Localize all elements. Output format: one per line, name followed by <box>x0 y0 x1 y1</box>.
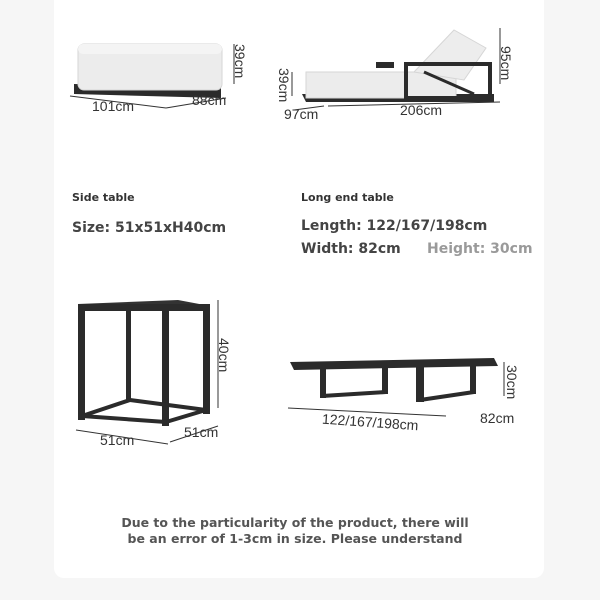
long-end-table-title: Long end table <box>301 191 394 204</box>
lounger-back-height-dimension: 95cm <box>498 46 514 81</box>
lounger-length-dimension: 206cm <box>400 102 443 118</box>
end-table-length-spec: Length: 122/167/198cm <box>301 218 488 234</box>
side-table-width-dimension: 51cm <box>184 424 219 440</box>
end-table-width-dimension: 82cm <box>480 410 515 426</box>
side-table-title: Side table <box>72 191 135 204</box>
note-line-1: Due to the particularity of the product, there will <box>121 515 469 530</box>
end-table-width-spec: Width: 82cm <box>301 241 401 257</box>
ottoman-width-dimension: 88cm <box>192 92 227 108</box>
side-table-size-spec: Size: 51x51xH40cm <box>72 220 227 236</box>
side-table-length-dimension: 51cm <box>100 432 135 448</box>
end-table-length-dimension: 122/167/198cm <box>321 410 419 434</box>
lounger-width-dimension: 97cm <box>284 106 319 122</box>
ottoman-length-dimension: 101cm <box>92 98 135 114</box>
size-tolerance-note <box>100 515 490 547</box>
end-table-height-spec: Height: 30cm <box>427 241 533 257</box>
ottoman-height-dimension: 39cm <box>232 44 248 79</box>
end-table-height-dimension: 30cm <box>504 365 520 400</box>
side-table-height-dimension: 40cm <box>216 338 232 373</box>
lounger-illustration <box>294 24 504 124</box>
note-line-2: be an error of 1-3cm in size. Please understand <box>127 531 463 546</box>
lounger-seat-height-dimension: 39cm <box>276 68 292 103</box>
